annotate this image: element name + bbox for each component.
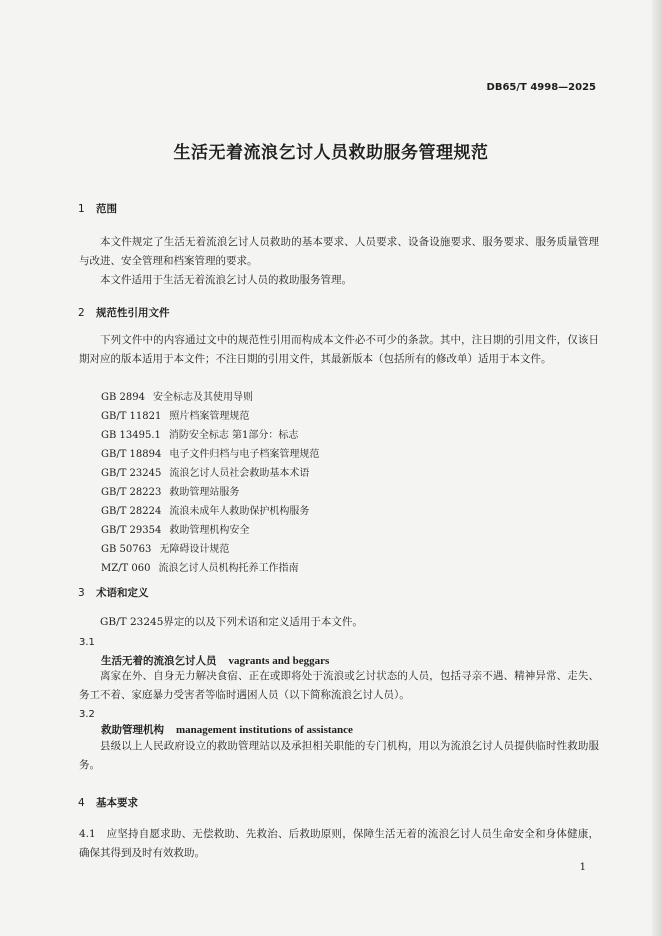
section-title: 基本要求 bbox=[96, 797, 138, 809]
reference-item bbox=[101, 559, 319, 578]
reference-item bbox=[101, 464, 319, 483]
section-number: 3 bbox=[78, 587, 85, 599]
reference-item bbox=[101, 445, 319, 464]
reference-item bbox=[101, 540, 319, 559]
reference-title: 救助管理站服务 bbox=[169, 487, 240, 498]
reference-code: GB 13495.1 bbox=[101, 430, 161, 441]
reference-code: GB/T 28224 bbox=[101, 506, 162, 517]
reference-item bbox=[101, 483, 319, 502]
reference-title: 救助管理机构安全 bbox=[169, 525, 250, 536]
reference-item bbox=[101, 426, 319, 445]
section-1-paragraph-2: 本文件适用于生活无着流浪乞讨人员的救助服务管理。 bbox=[100, 274, 352, 286]
section-4-paragraph-1: 4.1 应坚持自愿求助、无偿救助、先救治、后救助原则，保障生活无着的流浪乞讨人员生命安全和身体健康，确保其得到及时有效救助。 bbox=[79, 828, 599, 859]
section-3-heading bbox=[78, 585, 149, 600]
term-chinese: 生活无着的流浪乞讨人员 bbox=[101, 655, 217, 667]
reference-title: 流浪未成年人救助保护机构服务 bbox=[169, 506, 310, 517]
term-number: 3.1 bbox=[79, 637, 95, 648]
reference-item bbox=[101, 407, 319, 426]
section-number: 1 bbox=[78, 203, 85, 215]
reference-code: GB/T 18894 bbox=[101, 449, 162, 460]
reference-item bbox=[101, 388, 319, 407]
term-definition: 离家在外、自身无力解决食宿、正在或即将处于流浪或乞讨状态的人员，包括寻亲不遇、精神异常、走失、务工不着、家庭暴力受害者等临时遇困人员（以下简称流浪乞讨人员）。 bbox=[79, 670, 599, 701]
section-1-heading bbox=[78, 201, 117, 216]
page-number: 1 bbox=[579, 862, 586, 873]
term-heading bbox=[101, 653, 329, 668]
reference-title: 安全标志及其使用导则 bbox=[152, 392, 253, 403]
reference-title: 照片档案管理规范 bbox=[169, 411, 250, 422]
reference-code: MZ/T 060 bbox=[101, 563, 151, 574]
section-2-heading bbox=[78, 305, 170, 320]
reference-code: GB 50763 bbox=[101, 544, 152, 555]
term-english: vagrants and beggars bbox=[228, 655, 330, 667]
term-heading bbox=[101, 722, 353, 737]
reference-code: GB/T 29354 bbox=[101, 525, 162, 536]
normative-references-list bbox=[101, 388, 319, 578]
term-chinese: 救助管理机构 bbox=[101, 724, 164, 736]
term-definition: 县级以上人民政府设立的救助管理站以及承担相关职能的专门机构，用以为流浪乞讨人员提供临时性救助服务。 bbox=[79, 740, 599, 771]
section-title: 术语和定义 bbox=[96, 587, 149, 599]
reference-code: GB/T 23245 bbox=[101, 468, 162, 479]
section-number: 4 bbox=[78, 797, 85, 809]
reference-title: 电子文件归档与电子档案管理规范 bbox=[169, 449, 320, 460]
section-number: 2 bbox=[78, 307, 85, 319]
section-3-intro: GB/T 23245界定的以及下列术语和定义适用于本文件。 bbox=[100, 616, 363, 628]
reference-item bbox=[101, 521, 319, 540]
page-title: 生活无着流浪乞讨人员救助服务管理规范 bbox=[173, 143, 489, 163]
section-2-paragraph-1: 下列文件中的内容通过文中的规范性引用而构成本文件必不可少的条款。其中，注日期的引用文件，仅该日期对应的版本适用于本文件；不注日期的引用文件，其最新版本（包括所有的修改单）适用于本文件。 bbox=[79, 334, 599, 365]
reference-code: GB/T 28223 bbox=[101, 487, 162, 498]
section-title: 规范性引用文件 bbox=[96, 307, 170, 319]
section-title: 范围 bbox=[96, 203, 117, 215]
reference-title: 无障碍设计规范 bbox=[159, 544, 230, 555]
reference-item bbox=[101, 502, 319, 521]
term-number: 3.2 bbox=[79, 709, 95, 720]
term-english: management institutions of assistance bbox=[176, 724, 353, 736]
reference-title: 消防安全标志 第1部分：标志 bbox=[168, 430, 299, 441]
document-number: DB65/T 4998—2025 bbox=[486, 82, 596, 93]
reference-title: 流浪乞讨人员机构托养工作指南 bbox=[158, 563, 299, 574]
reference-code: GB 2894 bbox=[101, 392, 145, 403]
section-4-heading bbox=[78, 795, 138, 810]
reference-code: GB/T 11821 bbox=[101, 411, 162, 422]
reference-title: 流浪乞讨人员社会救助基本术语 bbox=[169, 468, 310, 479]
section-1-paragraph-1: 本文件规定了生活无着流浪乞讨人员救助的基本要求、人员要求、设备设施要求、服务要求、服务质量管理与改进、安全管理和档案管理的要求。 bbox=[79, 236, 599, 267]
